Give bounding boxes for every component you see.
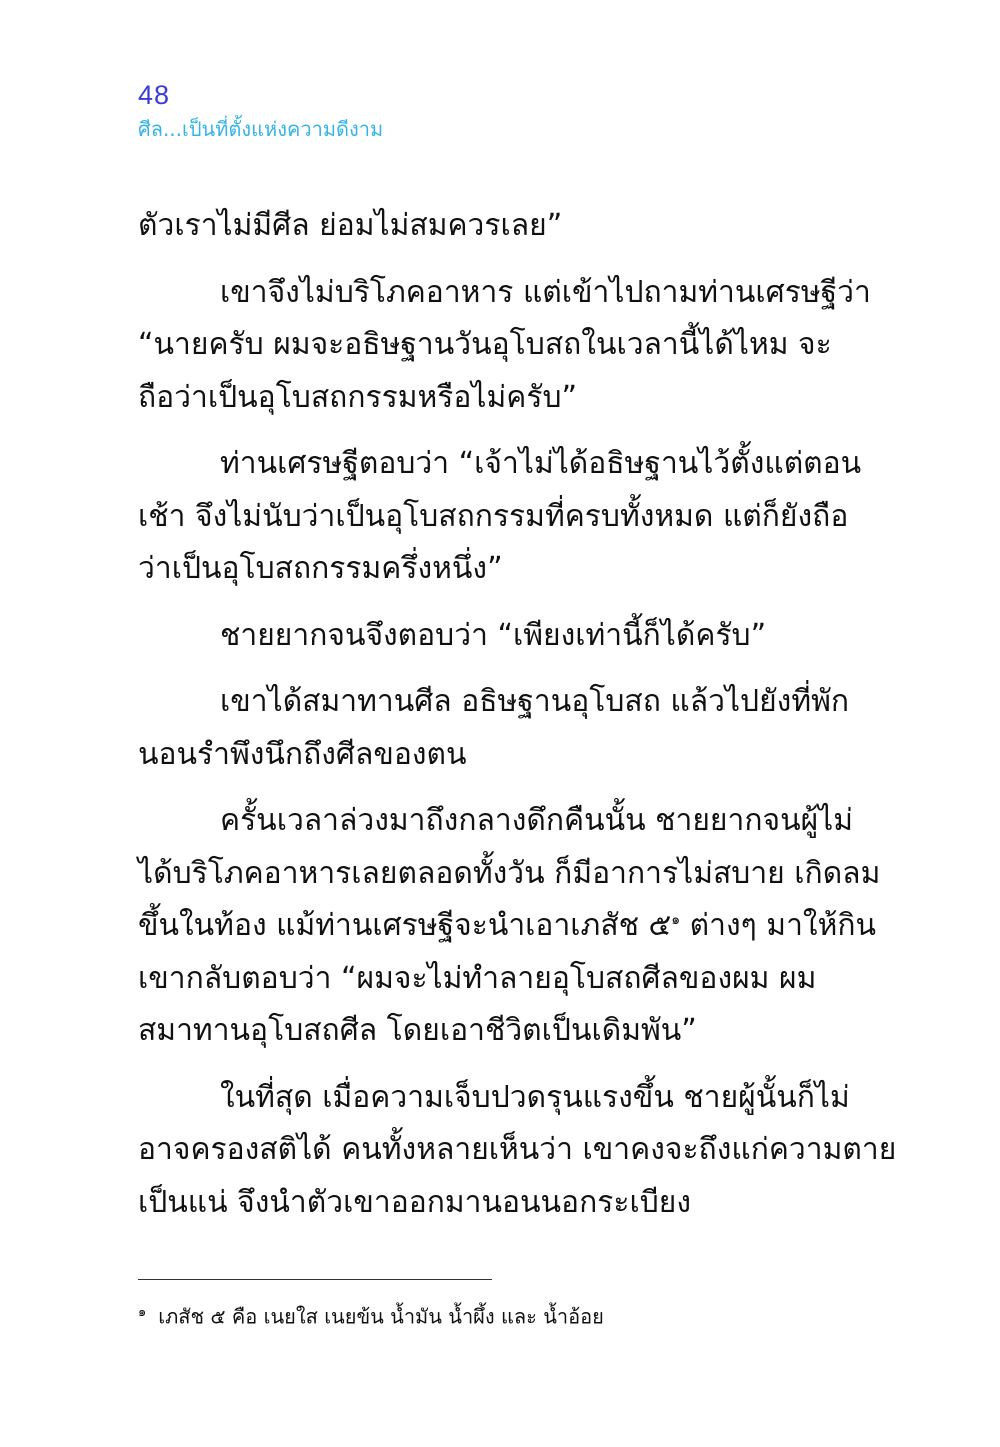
page-header [138, 78, 383, 144]
text-line: ตัวเราไม่มีศีล ย่อมไม่สมควรเลย” [138, 208, 563, 243]
text-line: ถือว่าเป็นอุโบสถกรรมหรือไม่ครับ” [138, 379, 578, 415]
text-line: ท่านเศรษฐีตอบว่า “เจ้าไม่ได้อธิษฐานไว้ตั้งแต่ตอน [220, 446, 862, 481]
footnote-text: เภสัช ๕ คือ เนยใส เนยข้น น้ำมัน น้ำผึ้ง และ น้ำอ้อย [158, 1304, 604, 1329]
running-title: ศีล...เป็นที่ตั้งแห่งความดีงาม [138, 117, 384, 141]
text-line: เขาจึงไม่บริโภคอาหาร แต่เข้าไปถามท่านเศรษฐีว่า [220, 274, 871, 310]
text-line: เป็นแน่ จึงนำตัวเขาออกมานอนนอกระเบียง [138, 1184, 691, 1220]
text-segment: ต่างๆ มาให้กิน [689, 908, 877, 943]
text-line: อาจครองสติได้ คนทั้งหลายเห็นว่า เขาคงจะถึงแก่ความตาย [138, 1132, 897, 1167]
page-number: 48 [138, 80, 171, 110]
text-segment: ขึ้นในท้อง แม้ท่านเศรษฐีจะนำเอาเภสัช ๕ [138, 908, 672, 943]
text-line: ชายยากจนจึงตอบว่า “เพียงเท่านี้ก็ได้ครับ” [220, 617, 767, 653]
paragraph [138, 610, 806, 663]
text-line: เขาได้สมาทานศีล อธิษฐานอุโบสถ แล้วไปยังที่พัก [220, 684, 850, 719]
paragraph [138, 200, 806, 253]
paragraph [138, 438, 862, 596]
text-line: ว่าเป็นอุโบสถกรรมครึ่งหนึ่ง” [138, 551, 503, 586]
footnote-divider [138, 1279, 492, 1280]
text-line: สมาทานอุโบสถศีล โดยเอาชีวิตเป็นเดิมพัน” [138, 1013, 697, 1048]
footnote-mark: ๑ [138, 1305, 147, 1320]
footnote-reference[interactable]: ๑ [671, 912, 681, 928]
body-text [138, 200, 897, 1229]
text-line: ครั้นเวลาล่วงมาถึงกลางดึกคืนนั้น ชายยากจนผู้ไม่ [220, 803, 854, 838]
text-line: เขากลับตอบว่า “ผมจะไม่ทำลายอุโบสถศีลของผม ผม [138, 960, 817, 996]
footnote [138, 1296, 604, 1334]
text-line: “นายครับ ผมจะอธิษฐานวันอุโบสถในเวลานี้ได้ไหม จะ [138, 327, 832, 362]
text-line: นอนรำพึงนึกถึงศีลของตน [138, 736, 467, 772]
text-line: เช้า จึงไม่นับว่าเป็นอุโบสถกรรมที่ครบทั้งหมด แต่ก็ยังถือ [138, 498, 849, 534]
paragraph [138, 267, 871, 425]
text-line: ในที่สุด เมื่อความเจ็บปวดรุนแรงขึ้น ชายผู้นั้นก็ไม่ [220, 1079, 850, 1115]
text-line [138, 900, 877, 953]
paragraph [138, 676, 850, 781]
paragraph [138, 795, 881, 1058]
text-line: ได้บริโภคอาหารเลยตลอดทั้งวัน ก็มีอาการไม่สบาย เกิดลม [138, 855, 881, 891]
paragraph [138, 1072, 897, 1230]
